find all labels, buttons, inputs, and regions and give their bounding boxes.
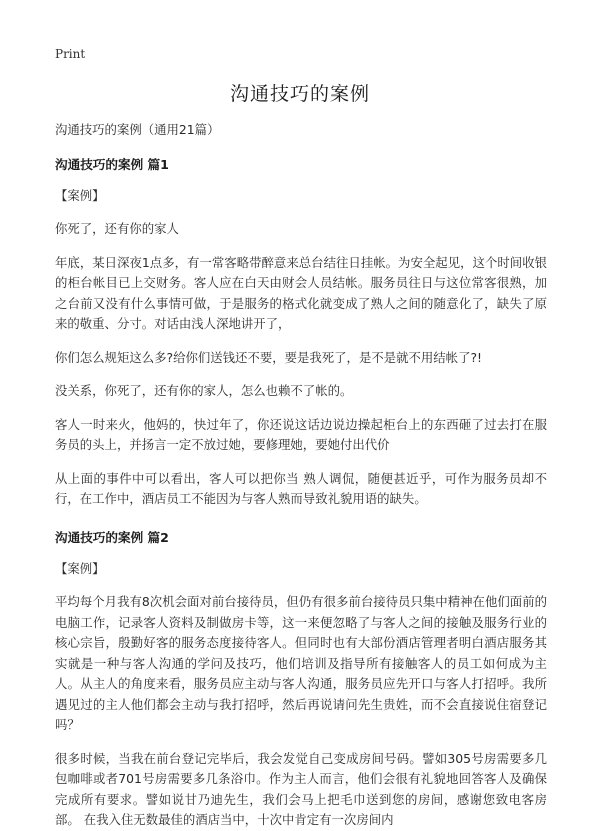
section-2 (55, 527, 547, 831)
paragraph: 从上面的事件中可以看出，客人可以把你当 熟人调侃，随便甚近乎，可作为服务员却不行，在工作中，酒店员工不能因为与客人熟而导致礼貌用语的缺失。 (55, 470, 547, 506)
document-subtitle: 沟通技巧的案例（通用21篇） (55, 122, 220, 137)
paragraph: 你们怎么规矩这么多?给你们送钱还不要，要是我死了，是不是就不用结帐了?! (55, 349, 483, 365)
paragraph: 很多时候，当我在前台登记完毕后，我会发觉自己变成房间号码。譬如305号房需要多几包咖啡或者701号房需要多几条浴巾。作为主人而言，他们会很有礼貌地回答客人及确保完成所有要求。譬如说甘乃迪先生，我们会马上把毛巾送到您的房间，感谢您致电客房部。 在我入住无数最佳的酒店当中，十次中肯定有一次房间内 (55, 750, 547, 827)
print-label: Print (55, 47, 86, 61)
paragraph: 你死了，还有你的家人 (55, 221, 179, 236)
paragraph: 年底，某日深夜1点多，有一常客略带醉意来总台结往日挂帐。为安全起见，这个时间收银的柜台帐目已上交财务。客人应在白天由财会人员结帐。服务员往日与这位常客很熟，加之台前又没有什么事情可做，于是服务的格式化就变成了熟人之间的随意化了，缺失了原来的敬重、分寸。对话由浅人深地讲开了， (55, 254, 547, 331)
section-1 (55, 154, 547, 510)
section-heading: 沟通技巧的案例 篇1 (55, 156, 169, 172)
paragraph: 没关系，你死了，还有你的家人，怎么也赖不了帐的。 (55, 383, 353, 398)
section-heading: 沟通技巧的案例 篇2 (55, 529, 169, 545)
paragraph: 平均每个月我有8次机会面对前台接待员，但仍有很多前台接待员只集中精神在他们面前的电脑工作，记录客人资料及制做房卡等，这一来便忽略了与客人之间的接触及服务行业的核心宗旨，殷勤好客的服务态度接待客人。但同时也有大部份酒店管理者明白酒店服务其实就是一种与客人沟通的学问及技巧，他们培训及指导所有接触客人的员工如何成为主人。从主人的角度来看，服务员应主动与客人沟通，服务员应先开口与客人打招呼。我所遇见过的主人他们都会主动与我打招呼，然后再说请问先生贵姓，而不会直接说住宿登记吗？ (55, 594, 547, 732)
case-label: 【案例】 (55, 560, 105, 576)
document-body (55, 120, 547, 831)
paragraph: 客人一时来火，他妈的，快过年了，你还说这话边说边操起柜台上的东西砸了过去打在服务员的头上，并扬言一定不放过她，要修理她，要她付出代价 (55, 416, 547, 452)
document-title: 沟通技巧的案例 (229, 83, 370, 105)
case-label: 【案例】 (55, 187, 105, 203)
